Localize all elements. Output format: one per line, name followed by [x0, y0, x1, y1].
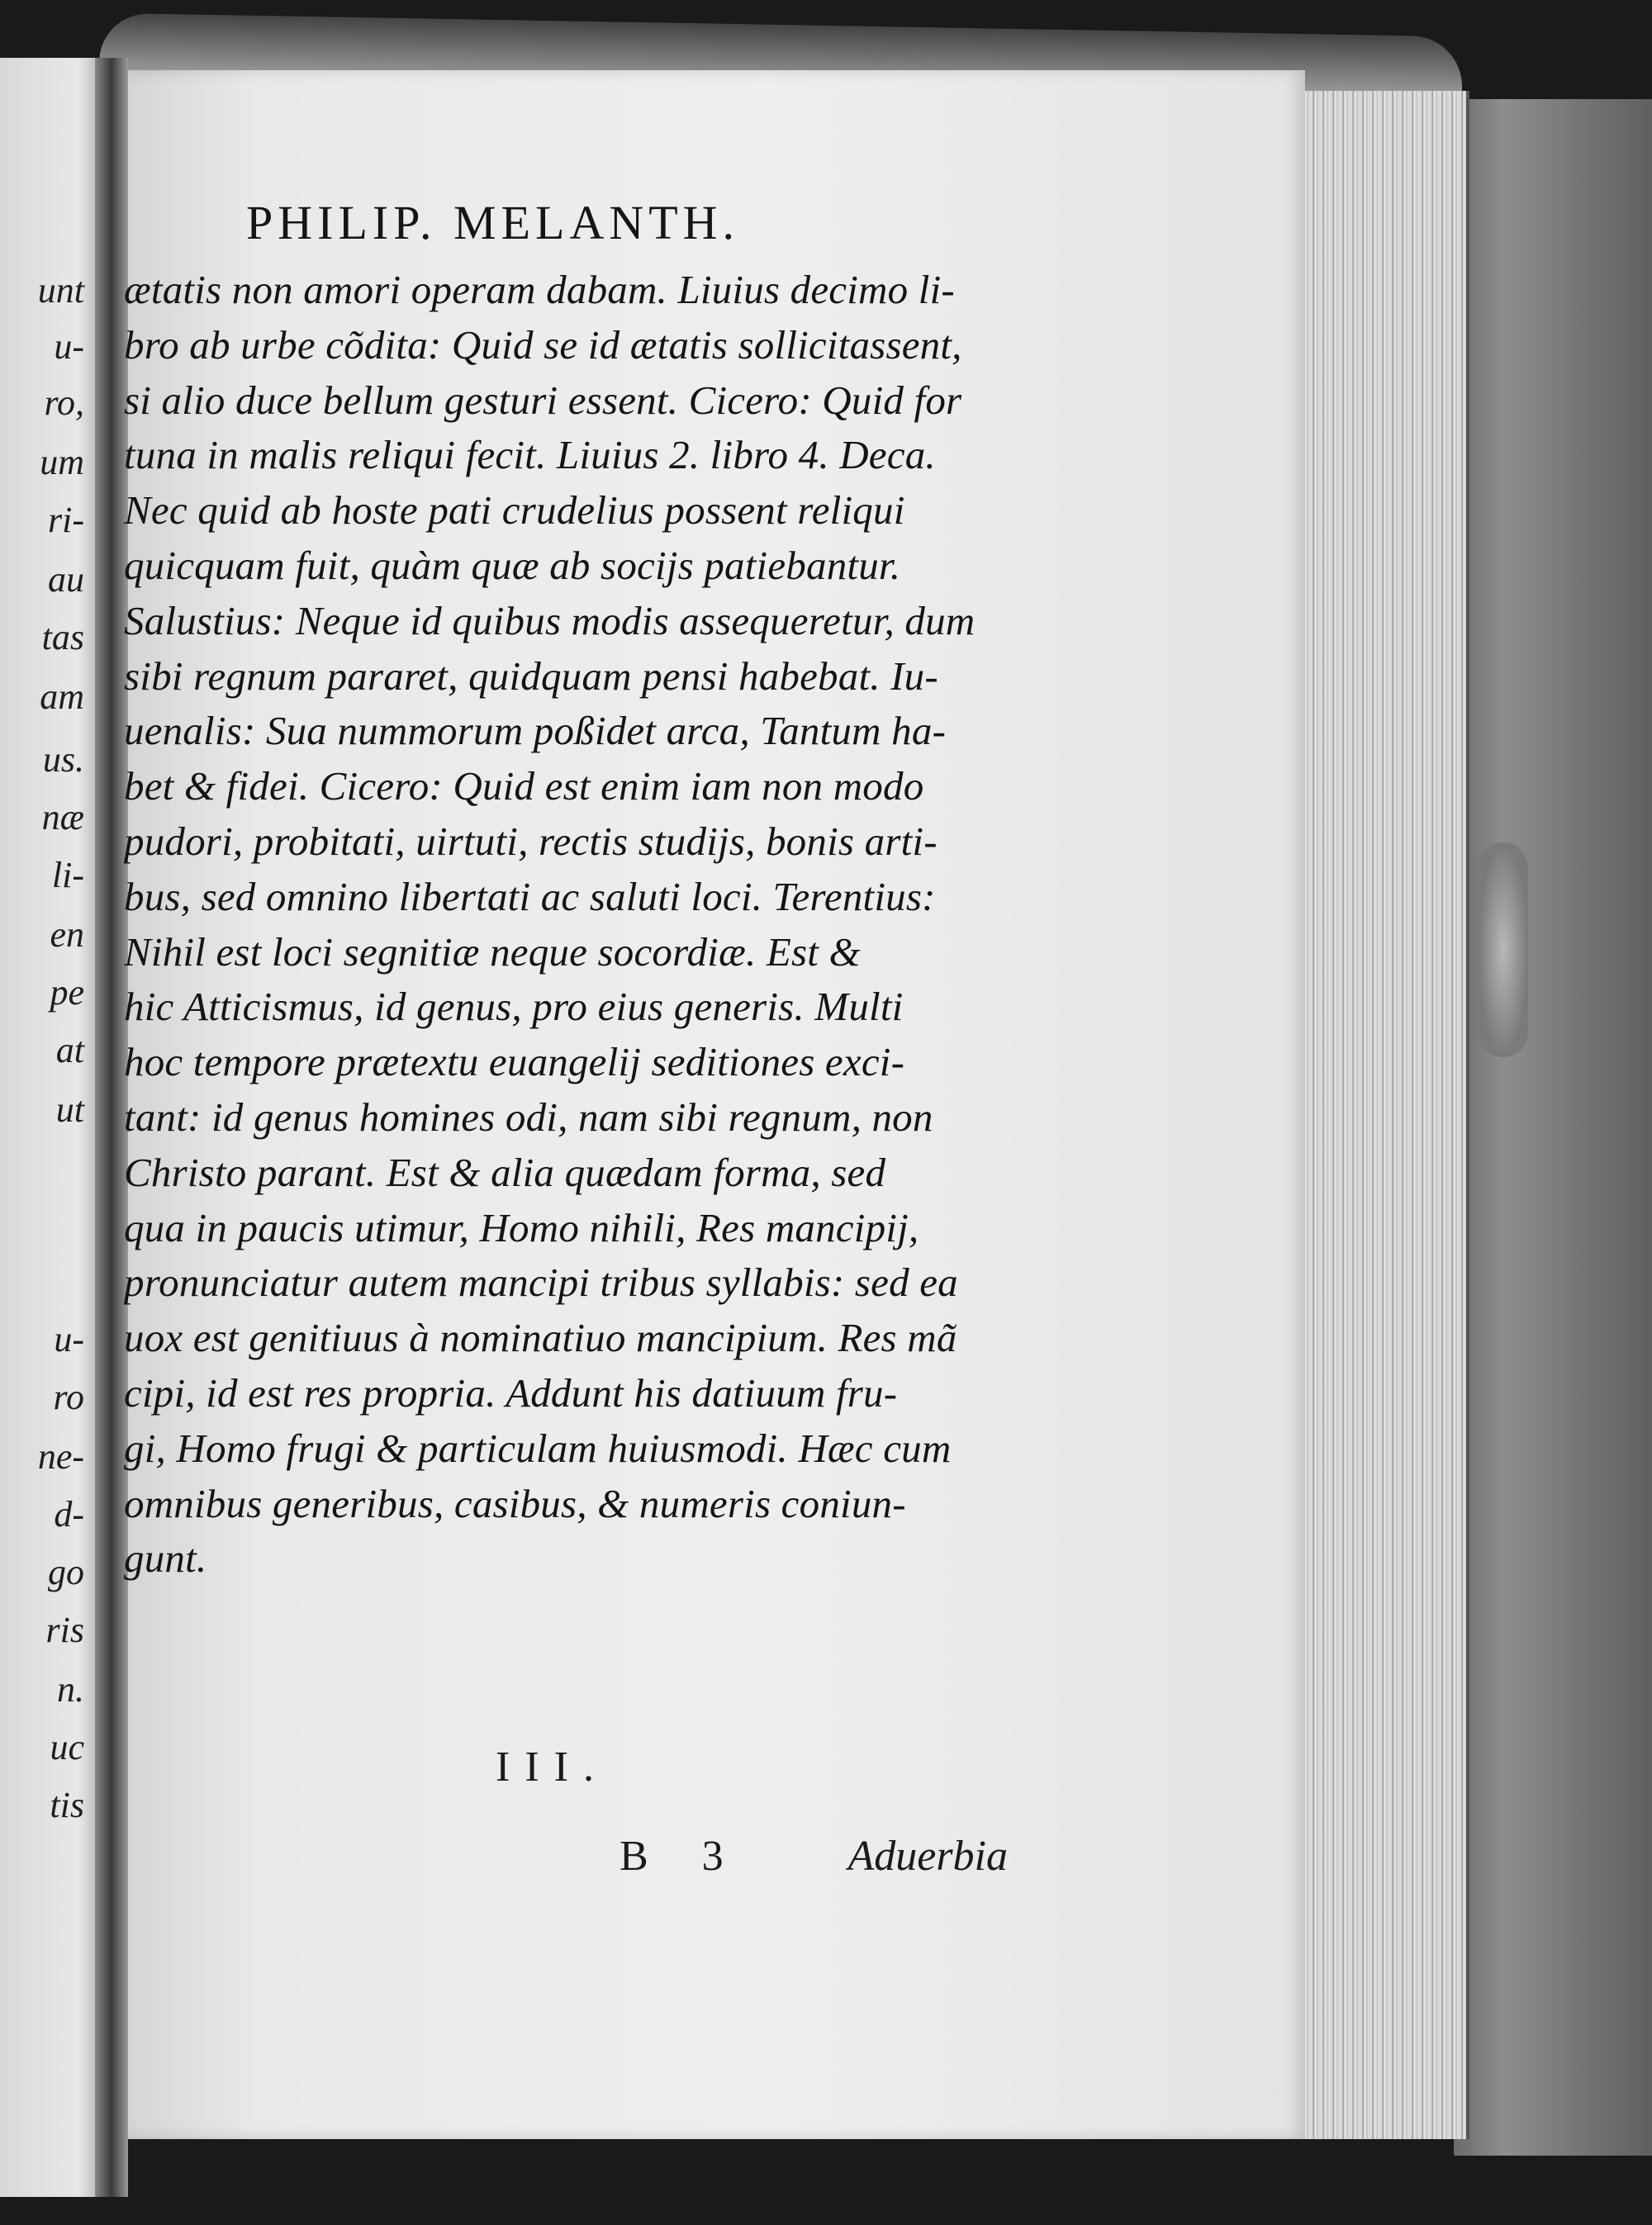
- facing-fragment: pe: [50, 972, 84, 1013]
- facing-fragment: ri-: [48, 500, 84, 540]
- facing-fragment: uc: [50, 1727, 84, 1767]
- text-line: Nec quid ab hoste pati crudelius possent reliqui: [124, 487, 905, 534]
- text-line: uox est genitiuus à nominatiuo mancipium. Res mã: [124, 1315, 957, 1361]
- text-line: omnibus generibus, casibus, & numeris coniun-: [124, 1480, 906, 1526]
- text-line: hic Atticismus, id genus, pro eius generis. Multi: [124, 984, 904, 1030]
- text-line: uenalis: Sua nummorum poßidet arca, Tantum ha-: [124, 708, 947, 754]
- text-line: Salustius: Neque id quibus modis assequeretur, dum: [124, 597, 976, 643]
- running-head: PHILIP. MELANTH.: [246, 196, 740, 249]
- text-line: ætatis non amori operam dabam. Liuius decimo li-: [124, 267, 955, 312]
- facing-fragment: us.: [42, 739, 84, 780]
- facing-fragment: ris: [45, 1610, 84, 1650]
- facing-fragment: au: [48, 559, 84, 600]
- text-line: tuna in malis reliqui fecit. Liuius 2. libro 4. Deca.: [124, 432, 936, 478]
- body-text: [124, 263, 999, 1587]
- text-line: gi, Homo frugi & particulam huiusmodi. Hæc cum: [124, 1425, 952, 1471]
- facing-fragment: d-: [54, 1494, 84, 1535]
- section-number: III.: [496, 1743, 609, 1791]
- text-line: pronunciatur autem mancipi tribus syllabis: sed ea: [124, 1260, 958, 1306]
- text-line: bro ab urbe cõdita: Quid se id ætatis sollicitassent,: [124, 321, 962, 368]
- facing-fragment: tas: [41, 617, 84, 657]
- text-line: cipi, id est res propria. Addunt his datiuum fru-: [124, 1369, 898, 1416]
- gutter-shadow: [95, 58, 128, 2197]
- text-line: Christo parant. Est & alia quædam forma, sed: [124, 1149, 886, 1195]
- facing-fragment: am: [40, 676, 84, 717]
- facing-fragment: at: [55, 1030, 84, 1070]
- text-line: hoc tempore prætextu euangelij seditiones exci-: [124, 1039, 905, 1085]
- catchword: Aduerbia: [847, 1833, 1008, 1880]
- facing-fragment: tis: [50, 1785, 84, 1825]
- text-line: pudori, probitati, uirtuti, rectis studijs, bonis arti-: [124, 818, 938, 864]
- text-line: si alio duce bellum gesturi essent. Cicero: Quid for: [124, 377, 962, 423]
- facing-fragment: u-: [54, 326, 84, 367]
- facing-fragment: unt: [37, 270, 84, 311]
- facing-fragment: ro,: [44, 382, 84, 423]
- facing-fragment: ne-: [37, 1436, 84, 1477]
- facing-fragment: n.: [57, 1669, 84, 1710]
- text-line: gunt.: [124, 1535, 207, 1582]
- text-line: bet & fidei. Cicero: Quid est enim iam non modo: [124, 763, 924, 809]
- text-line: quicquam fuit, quàm quæ ab socijs patiebantur.: [124, 542, 901, 588]
- facing-fragment: ro: [53, 1377, 84, 1417]
- facing-fragment: en: [50, 914, 84, 955]
- facing-fragment: um: [40, 442, 84, 482]
- text-line: bus, sed omnino libertati ac saluti loci. Terentius:: [124, 873, 936, 919]
- facing-fragment: u-: [54, 1319, 84, 1359]
- text-line: sibi regnum pararet, quidquam pensi habebat. Iu-: [124, 652, 938, 699]
- facing-fragment: ut: [55, 1089, 84, 1130]
- text-line: qua in paucis utimur, Homo nihili, Res mancipij,: [124, 1204, 919, 1250]
- text-line: Nihil est loci segnitiæ neque socordiæ. Est &: [124, 928, 861, 975]
- facing-fragment: li-: [51, 855, 84, 895]
- facing-fragment: næ: [41, 797, 84, 837]
- vellum-binding: [1454, 99, 1652, 2156]
- page-edges: [1289, 91, 1469, 2139]
- facing-fragment: go: [48, 1552, 84, 1592]
- signature-mark: B 3: [620, 1833, 745, 1880]
- text-line: tant: id genus homines odi, nam sibi regnum, non: [124, 1094, 933, 1140]
- facing-page-text: [0, 0, 83, 2225]
